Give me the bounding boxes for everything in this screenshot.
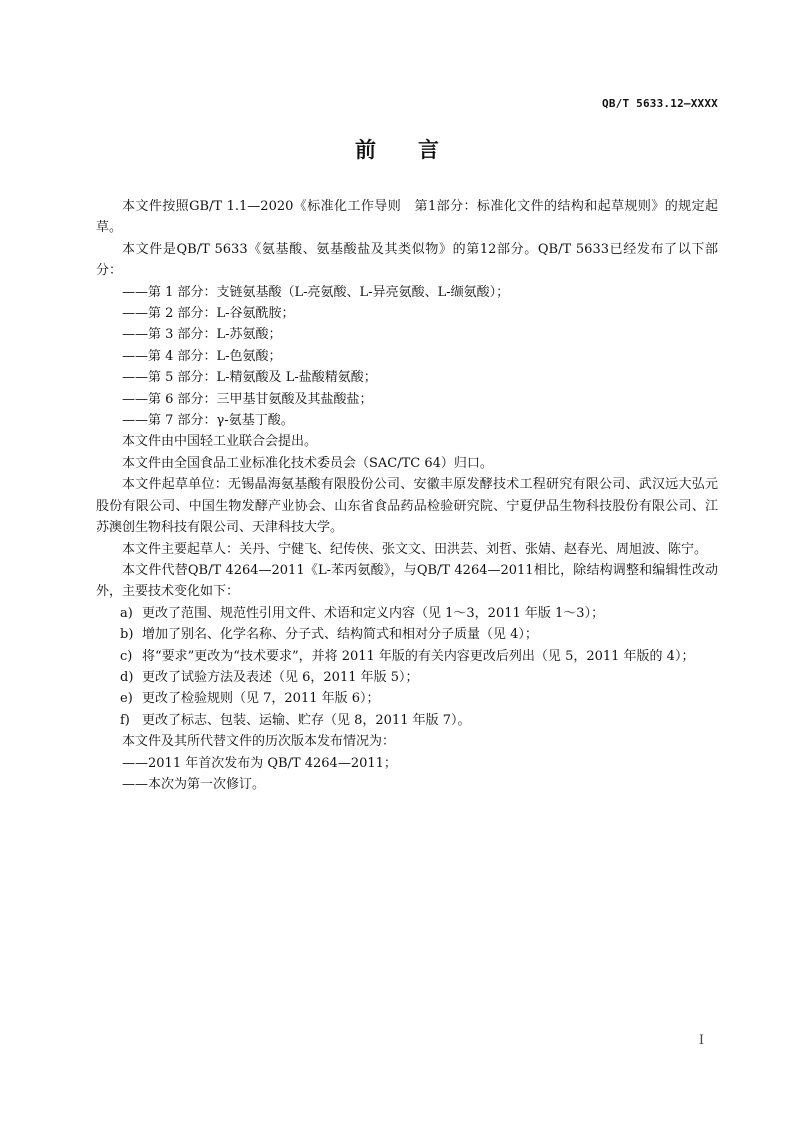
- paragraph-history: 本文件及其所代替文件的历次版本发布情况为：: [122, 734, 396, 750]
- document-code: QB/T 5633.12—XXXX: [602, 97, 718, 110]
- change-text: 更改了检验规则（见 7，2011 年版 6）；: [142, 691, 380, 707]
- change-text: 更改了范围、规范性引用文件、术语和定义内容（见 1～3，2011 年版 1～3）；: [142, 605, 605, 621]
- change-text: 将“要求”更改为“技术要求”，并将 2011 年版的有关内容更改后列出（见 5，2011 年版的 4）；: [142, 648, 695, 664]
- part-item: ——第 4 部分：L-色氨酸；: [122, 348, 282, 364]
- change-item: [96, 710, 718, 731]
- change-item: [96, 667, 718, 688]
- foreword-body: [96, 196, 718, 795]
- paragraph-drafters: 本文件主要起草人：关丹、宁健飞、纪传侠、张文文、田洪芸、刘哲、张婧、赵春光、周旭波、陈宁。: [122, 541, 708, 557]
- part-item: ——第 1 部分：支链氨基酸（L-亮氨酸、L-异亮氨酸、L-缬氨酸）；: [122, 284, 510, 300]
- page-number: I: [698, 1033, 704, 1048]
- change-item: [96, 646, 718, 667]
- part-item: ——第 3 部分：L-苏氨酸；: [122, 327, 282, 343]
- history-item: ——本次为第一次修订。: [122, 776, 266, 792]
- paragraph-series: 本文件是QB/T 5633《氨基酸、氨基酸盐及其类似物》的第12部分。QB/T 5633已经发布了以下部分：: [96, 241, 718, 279]
- change-item: [96, 688, 718, 709]
- change-label: f): [120, 712, 130, 728]
- change-item: [96, 624, 718, 645]
- change-label: c): [120, 648, 133, 664]
- change-text: 更改了标志、包装、运输、贮存（见 8，2011 年版 7）。: [142, 712, 471, 728]
- change-label: a): [120, 605, 133, 621]
- page-title: 前言: [355, 138, 481, 162]
- paragraph-replaces: 本文件代替QB/T 4264—2011《L-苯丙氨酸》，与QB/T 4264—2011相比，除结构调整和编辑性改动外，主要技术变化如下：: [96, 562, 718, 600]
- part-item: ——第 7 部分：γ-氨基丁酸。: [122, 413, 294, 429]
- paragraph-committee: 本文件由全国食品工业标准化技术委员会（SAC/TC 64）归口。: [122, 455, 493, 471]
- part-item: ——第 5 部分：L-精氨酸及 L-盐酸精氨酸；: [122, 370, 377, 386]
- change-label: b): [120, 627, 134, 643]
- history-item: ——2011 年首次发布为 QB/T 4264—2011；: [122, 755, 397, 771]
- change-label: e): [120, 691, 133, 707]
- part-item: ——第 2 部分：L-谷氨酰胺；: [122, 306, 295, 322]
- paragraph-drafting-units: 本文件起草单位：无锡晶海氨基酸有限股份公司、安徽丰原发酵技术工程研究有限公司、武汉远大弘元股份有限公司、中国生物发酵产业协会、山东省食品药品检验研究院、宁夏伊品生物科技股份有限公司、江苏澳创生物科技有限公司、天津科技大学。: [96, 477, 718, 536]
- change-item: [96, 603, 718, 624]
- change-text: 更改了试验方法及表述（见 6，2011 年版 5）；: [142, 669, 419, 685]
- part-item: ——第 6 部分：三甲基甘氨酸及其盐酸盐；: [122, 391, 373, 407]
- paragraph-proposer: 本文件由中国轻工业联合会提出。: [122, 434, 318, 450]
- change-text: 增加了别名、化学名称、分子式、结构简式和相对分子质量（见 4）；: [142, 627, 538, 643]
- paragraph-drafting-rules: 本文件按照GB/T 1.1—2020《标准化工作导则 第1部分：标准化文件的结构和起草规则》的规定起草。: [96, 199, 718, 236]
- change-label: d): [120, 669, 134, 685]
